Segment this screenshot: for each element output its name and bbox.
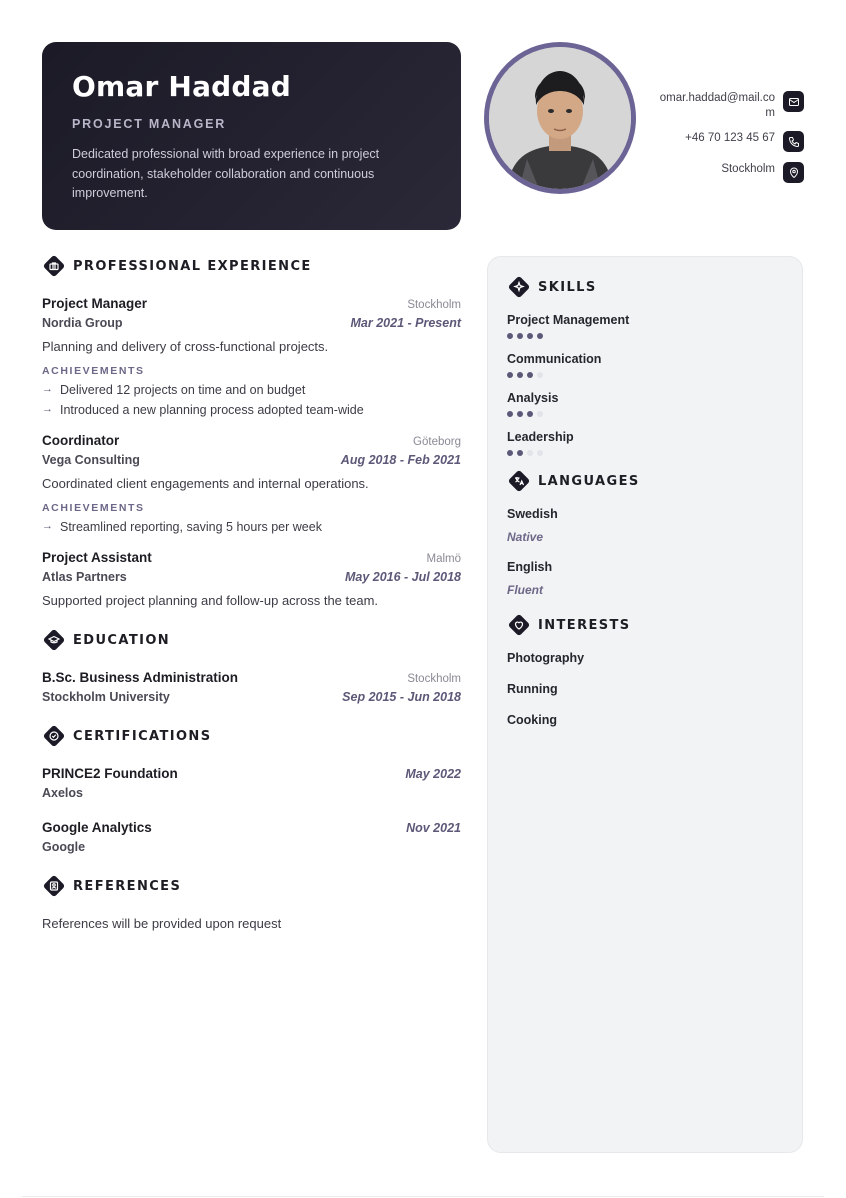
- skill-level-dot: [537, 411, 543, 417]
- skill-level-dots: [507, 411, 783, 417]
- job-location: Malmö: [426, 553, 461, 565]
- language-level: Native: [507, 530, 544, 544]
- language-name: English: [507, 560, 553, 574]
- skill-level-dot: [507, 372, 513, 378]
- contact-info: [654, 91, 804, 193]
- skill-level-dot: [527, 450, 533, 456]
- location-text: Stockholm: [721, 163, 775, 175]
- skill-level-dot: [527, 333, 533, 339]
- sidebar: [487, 256, 803, 1153]
- job-role: Coordinator: [42, 433, 120, 448]
- skill-level-dot: [527, 411, 533, 417]
- section-title: LANGUAGES: [538, 473, 640, 489]
- skill-name: Leadership: [507, 430, 574, 444]
- interests-section-header: [507, 613, 783, 637]
- arrow-right-icon: →: [42, 383, 53, 395]
- skill-item: [507, 391, 783, 417]
- education-dates: Sep 2015 - Jun 2018: [342, 690, 461, 704]
- company-name: Atlas Partners: [42, 570, 127, 584]
- school-name: Stockholm University: [42, 690, 170, 704]
- footer-divider: [22, 1196, 824, 1197]
- education-section-header: [42, 628, 461, 652]
- achievement-item: [42, 403, 461, 417]
- certification-issuer: Google: [42, 840, 86, 854]
- graduation-cap-icon: [42, 628, 66, 652]
- experience-entry: [42, 550, 461, 608]
- skill-name: Project Management: [507, 313, 630, 327]
- section-title: EDUCATION: [73, 632, 171, 648]
- sparkles-icon: [507, 275, 531, 299]
- skill-level-dot: [507, 450, 513, 456]
- skill-level-dot: [517, 450, 523, 456]
- section-title: INTERESTS: [538, 617, 631, 633]
- experience-entry: [42, 433, 461, 534]
- company-name: Vega Consulting: [42, 453, 140, 467]
- language-level: Fluent: [507, 583, 543, 597]
- achievement-item: [42, 520, 461, 534]
- achievement-text: Introduced a new planning process adopted team-wide: [60, 403, 364, 417]
- arrow-right-icon: →: [42, 403, 53, 415]
- section-title: REFERENCES: [73, 878, 182, 894]
- skill-name: Communication: [507, 352, 602, 366]
- email-text[interactable]: omar.haddad@mail.com: [659, 92, 775, 119]
- arrow-right-icon: →: [42, 520, 53, 532]
- certification-entry: [42, 766, 461, 800]
- job-dates: May 2016 - Jul 2018: [344, 570, 461, 584]
- degree-name: B.Sc. Business Administration: [42, 670, 239, 685]
- badge-check-icon: [42, 724, 66, 748]
- heart-icon: [507, 613, 531, 637]
- phone-icon: [783, 131, 804, 152]
- skill-level-dot: [507, 333, 513, 339]
- experience-section-header: [42, 254, 461, 278]
- interest-item: Running: [507, 682, 558, 696]
- certifications-section-header: [42, 724, 461, 748]
- profile-photo: [484, 42, 636, 194]
- interests-list: [507, 651, 783, 727]
- achievement-text: Delivered 12 projects on time and on budget: [60, 383, 306, 397]
- education-entry: [42, 670, 461, 704]
- skill-level-dot: [537, 333, 543, 339]
- profile-summary: Dedicated professional with broad experience in project coordination, stakeholder collaboration and continuous improvement.: [72, 147, 380, 200]
- contact-location: [654, 162, 804, 183]
- skill-level-dot: [537, 372, 543, 378]
- languages-list: [507, 507, 783, 597]
- job-role: Project Manager: [42, 296, 148, 311]
- language-item: [507, 560, 783, 597]
- profile-photo-image: [489, 47, 631, 189]
- skill-level-dot: [517, 333, 523, 339]
- contact-phone[interactable]: [654, 131, 804, 152]
- candidate-name: Omar Haddad: [72, 70, 291, 103]
- achievement-text: Streamlined reporting, saving 5 hours per week: [60, 520, 322, 534]
- job-description: Planning and delivery of cross-functional projects.: [42, 339, 329, 354]
- language-item: [507, 507, 783, 544]
- skill-level-dot: [507, 411, 513, 417]
- skills-list: [507, 313, 783, 456]
- skill-level-dots: [507, 450, 783, 456]
- section-title: SKILLS: [538, 279, 597, 295]
- skill-level-dot: [527, 372, 533, 378]
- certification-entry: [42, 820, 461, 854]
- map-pin-icon: [783, 162, 804, 183]
- job-description: Coordinated client engagements and internal operations.: [42, 476, 369, 491]
- skill-item: [507, 352, 783, 378]
- header-card: [42, 42, 461, 230]
- school-location: Stockholm: [407, 673, 461, 685]
- contact-email[interactable]: [654, 91, 804, 121]
- skill-level-dot: [537, 450, 543, 456]
- job-title: PROJECT MANAGER: [72, 117, 227, 131]
- job-location: Göteborg: [413, 436, 461, 448]
- languages-section-header: [507, 469, 783, 493]
- interest-item: Photography: [507, 651, 585, 665]
- achievements-label: ACHIEVEMENTS: [42, 365, 145, 377]
- main-column: [42, 254, 461, 931]
- section-title: CERTIFICATIONS: [73, 728, 212, 744]
- job-location: Stockholm: [407, 299, 461, 311]
- achievement-item: [42, 383, 461, 397]
- interest-item: Cooking: [507, 713, 557, 727]
- skill-level-dot: [517, 372, 523, 378]
- skill-item: [507, 313, 783, 339]
- job-description: Supported project planning and follow-up across the team.: [42, 593, 379, 608]
- briefcase-icon: [42, 254, 66, 278]
- certification-name: PRINCE2 Foundation: [42, 766, 178, 781]
- skill-level-dots: [507, 372, 783, 378]
- references-section-header: [42, 874, 461, 898]
- translate-icon: [507, 469, 531, 493]
- company-name: Nordia Group: [42, 316, 123, 330]
- certification-date: May 2022: [405, 767, 461, 781]
- skills-section-header: [507, 275, 783, 299]
- certification-issuer: Axelos: [42, 786, 83, 800]
- contact-card-icon: [42, 874, 66, 898]
- references-text: References will be provided upon request: [42, 916, 282, 931]
- achievements-label: ACHIEVEMENTS: [42, 502, 145, 514]
- skill-level-dot: [517, 411, 523, 417]
- mail-icon: [783, 91, 804, 112]
- certification-date: Nov 2021: [406, 821, 461, 835]
- phone-text[interactable]: +46 70 123 45 67: [685, 132, 775, 144]
- job-role: Project Assistant: [42, 550, 152, 565]
- language-name: Swedish: [507, 507, 558, 521]
- section-title: PROFESSIONAL EXPERIENCE: [73, 258, 312, 274]
- job-dates: Aug 2018 - Feb 2021: [340, 453, 461, 467]
- skill-level-dots: [507, 333, 783, 339]
- skill-item: [507, 430, 783, 456]
- job-dates: Mar 2021 - Present: [350, 316, 461, 330]
- experience-entry: [42, 296, 461, 417]
- certification-name: Google Analytics: [42, 820, 152, 835]
- skill-name: Analysis: [507, 391, 559, 405]
